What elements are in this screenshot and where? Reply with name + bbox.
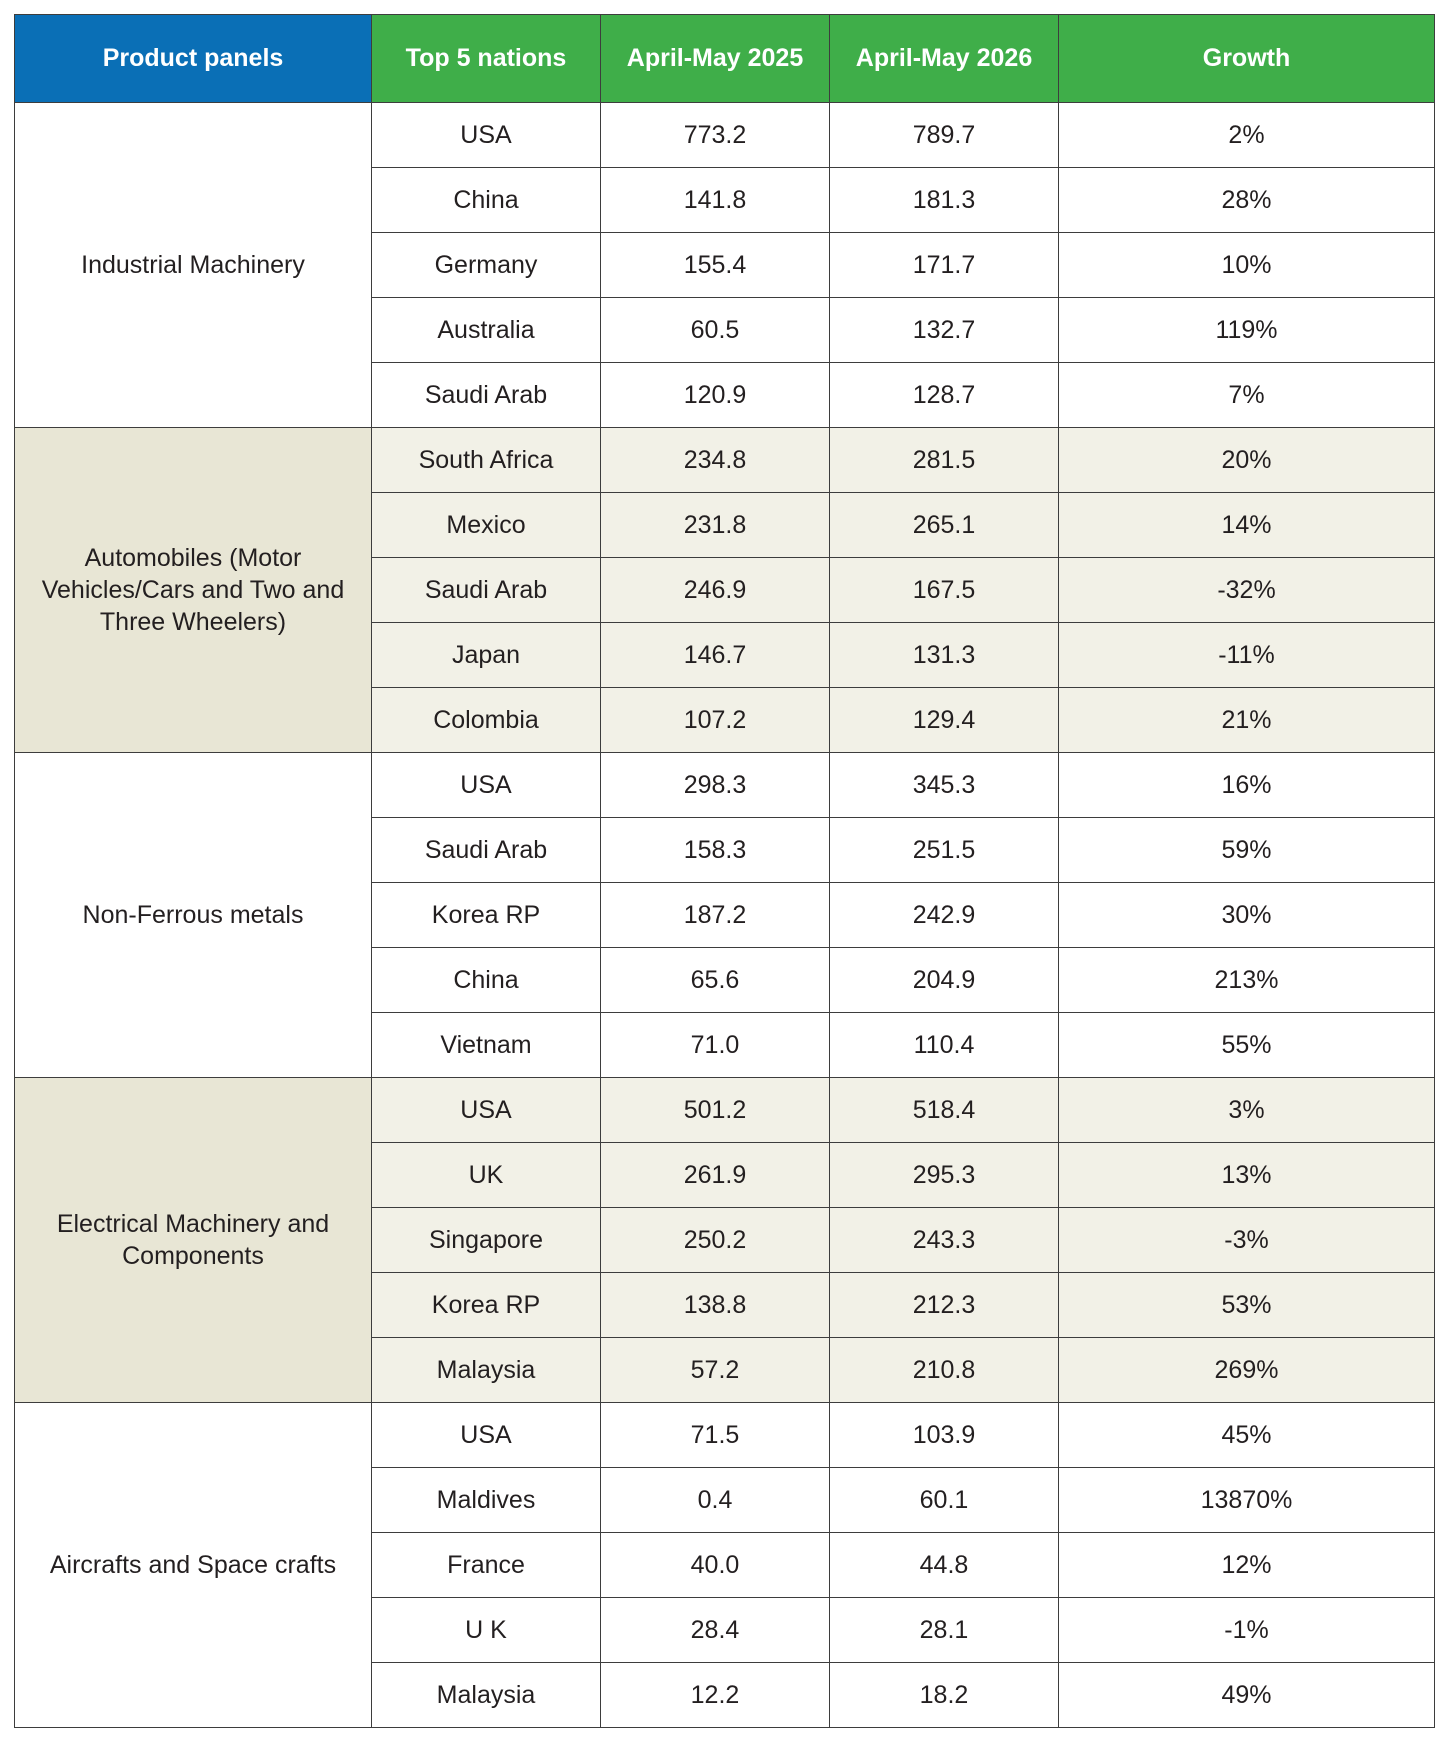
product-panel-cell: Industrial Machinery xyxy=(15,103,372,428)
growth-cell: 21% xyxy=(1059,688,1435,753)
value-2025-cell: 28.4 xyxy=(601,1598,830,1663)
nation-cell: Singapore xyxy=(372,1208,601,1273)
growth-cell: 12% xyxy=(1059,1533,1435,1598)
value-2025-cell: 261.9 xyxy=(601,1143,830,1208)
nation-cell: Korea RP xyxy=(372,883,601,948)
value-2025-cell: 0.4 xyxy=(601,1468,830,1533)
product-panel-cell: Aircrafts and Space crafts xyxy=(15,1403,372,1728)
value-2025-cell: 246.9 xyxy=(601,558,830,623)
value-2025-cell: 40.0 xyxy=(601,1533,830,1598)
growth-cell: 213% xyxy=(1059,948,1435,1013)
growth-cell: 49% xyxy=(1059,1663,1435,1728)
growth-cell: -1% xyxy=(1059,1598,1435,1663)
nation-cell: South Africa xyxy=(372,428,601,493)
value-2025-cell: 141.8 xyxy=(601,168,830,233)
product-group xyxy=(15,1078,1435,1403)
table-row xyxy=(15,103,1435,168)
value-2025-cell: 187.2 xyxy=(601,883,830,948)
header-april-may-2026: April-May 2026 xyxy=(830,15,1059,103)
value-2026-cell: 243.3 xyxy=(830,1208,1059,1273)
header-growth: Growth xyxy=(1059,15,1435,103)
value-2025-cell: 60.5 xyxy=(601,298,830,363)
nation-cell: Germany xyxy=(372,233,601,298)
product-panel-cell: Automobiles (Motor Vehicles/Cars and Two and Three Wheelers) xyxy=(15,428,372,753)
header-row xyxy=(15,15,1435,103)
growth-cell: 13870% xyxy=(1059,1468,1435,1533)
value-2025-cell: 65.6 xyxy=(601,948,830,1013)
growth-cell: 14% xyxy=(1059,493,1435,558)
table-row xyxy=(15,753,1435,818)
value-2026-cell: 131.3 xyxy=(830,623,1059,688)
export-table xyxy=(14,14,1435,1728)
value-2026-cell: 518.4 xyxy=(830,1078,1059,1143)
value-2026-cell: 18.2 xyxy=(830,1663,1059,1728)
table-row xyxy=(15,428,1435,493)
value-2026-cell: 60.1 xyxy=(830,1468,1059,1533)
nation-cell: Australia xyxy=(372,298,601,363)
growth-cell: 119% xyxy=(1059,298,1435,363)
nation-cell: UK xyxy=(372,1143,601,1208)
value-2026-cell: 167.5 xyxy=(830,558,1059,623)
product-panel-cell: Electrical Machinery and Components xyxy=(15,1078,372,1403)
value-2025-cell: 234.8 xyxy=(601,428,830,493)
nation-cell: U K xyxy=(372,1598,601,1663)
growth-cell: 16% xyxy=(1059,753,1435,818)
value-2025-cell: 71.0 xyxy=(601,1013,830,1078)
nation-cell: USA xyxy=(372,1403,601,1468)
value-2025-cell: 231.8 xyxy=(601,493,830,558)
value-2026-cell: 181.3 xyxy=(830,168,1059,233)
nation-cell: France xyxy=(372,1533,601,1598)
value-2026-cell: 242.9 xyxy=(830,883,1059,948)
nation-cell: Saudi Arab xyxy=(372,818,601,883)
product-group xyxy=(15,753,1435,1078)
nation-cell: USA xyxy=(372,103,601,168)
nation-cell: USA xyxy=(372,1078,601,1143)
nation-cell: Vietnam xyxy=(372,1013,601,1078)
growth-cell: 20% xyxy=(1059,428,1435,493)
growth-cell: -32% xyxy=(1059,558,1435,623)
nation-cell: China xyxy=(372,948,601,1013)
value-2026-cell: 281.5 xyxy=(830,428,1059,493)
value-2025-cell: 138.8 xyxy=(601,1273,830,1338)
value-2025-cell: 146.7 xyxy=(601,623,830,688)
value-2025-cell: 120.9 xyxy=(601,363,830,428)
growth-cell: 59% xyxy=(1059,818,1435,883)
nation-cell: Malaysia xyxy=(372,1663,601,1728)
product-panel-cell: Non-Ferrous metals xyxy=(15,753,372,1078)
value-2026-cell: 171.7 xyxy=(830,233,1059,298)
value-2025-cell: 155.4 xyxy=(601,233,830,298)
value-2026-cell: 128.7 xyxy=(830,363,1059,428)
nation-cell: Saudi Arab xyxy=(372,558,601,623)
value-2026-cell: 132.7 xyxy=(830,298,1059,363)
header-top-nations: Top 5 nations xyxy=(372,15,601,103)
table-row xyxy=(15,1403,1435,1468)
value-2025-cell: 12.2 xyxy=(601,1663,830,1728)
value-2025-cell: 773.2 xyxy=(601,103,830,168)
nation-cell: USA xyxy=(372,753,601,818)
nation-cell: Saudi Arab xyxy=(372,363,601,428)
product-group xyxy=(15,428,1435,753)
growth-cell: -3% xyxy=(1059,1208,1435,1273)
value-2026-cell: 212.3 xyxy=(830,1273,1059,1338)
value-2026-cell: 103.9 xyxy=(830,1403,1059,1468)
product-group xyxy=(15,1403,1435,1728)
growth-cell: -11% xyxy=(1059,623,1435,688)
growth-cell: 45% xyxy=(1059,1403,1435,1468)
growth-cell: 55% xyxy=(1059,1013,1435,1078)
product-group xyxy=(15,103,1435,428)
value-2026-cell: 28.1 xyxy=(830,1598,1059,1663)
value-2025-cell: 71.5 xyxy=(601,1403,830,1468)
value-2025-cell: 501.2 xyxy=(601,1078,830,1143)
header-product-panels: Product panels xyxy=(15,15,372,103)
growth-cell: 28% xyxy=(1059,168,1435,233)
growth-cell: 269% xyxy=(1059,1338,1435,1403)
value-2026-cell: 265.1 xyxy=(830,493,1059,558)
value-2025-cell: 107.2 xyxy=(601,688,830,753)
nation-cell: China xyxy=(372,168,601,233)
growth-cell: 13% xyxy=(1059,1143,1435,1208)
nation-cell: Maldives xyxy=(372,1468,601,1533)
table-row xyxy=(15,1078,1435,1143)
nation-cell: Mexico xyxy=(372,493,601,558)
value-2026-cell: 44.8 xyxy=(830,1533,1059,1598)
nation-cell: Japan xyxy=(372,623,601,688)
value-2026-cell: 110.4 xyxy=(830,1013,1059,1078)
value-2025-cell: 158.3 xyxy=(601,818,830,883)
value-2025-cell: 250.2 xyxy=(601,1208,830,1273)
value-2026-cell: 204.9 xyxy=(830,948,1059,1013)
growth-cell: 2% xyxy=(1059,103,1435,168)
table-header xyxy=(15,15,1435,103)
growth-cell: 30% xyxy=(1059,883,1435,948)
growth-cell: 53% xyxy=(1059,1273,1435,1338)
nation-cell: Malaysia xyxy=(372,1338,601,1403)
nation-cell: Korea RP xyxy=(372,1273,601,1338)
value-2026-cell: 251.5 xyxy=(830,818,1059,883)
value-2026-cell: 210.8 xyxy=(830,1338,1059,1403)
value-2026-cell: 295.3 xyxy=(830,1143,1059,1208)
value-2025-cell: 298.3 xyxy=(601,753,830,818)
value-2026-cell: 129.4 xyxy=(830,688,1059,753)
value-2026-cell: 345.3 xyxy=(830,753,1059,818)
growth-cell: 10% xyxy=(1059,233,1435,298)
growth-cell: 7% xyxy=(1059,363,1435,428)
header-april-may-2025: April-May 2025 xyxy=(601,15,830,103)
value-2026-cell: 789.7 xyxy=(830,103,1059,168)
nation-cell: Colombia xyxy=(372,688,601,753)
growth-cell: 3% xyxy=(1059,1078,1435,1143)
value-2025-cell: 57.2 xyxy=(601,1338,830,1403)
